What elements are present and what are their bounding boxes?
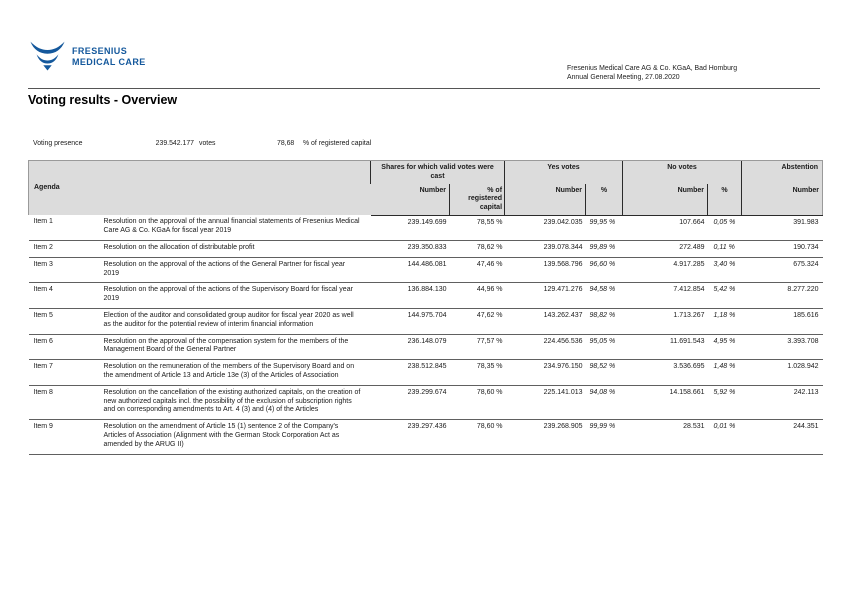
meeting-date: Annual General Meeting, 27.08.2020 — [567, 74, 680, 81]
valid-votes-pct-registered-capital: 78,60 % — [450, 420, 505, 454]
valid-votes-number: 239.299.674 — [371, 385, 450, 419]
valid-votes-number: 136.884.130 — [371, 283, 450, 309]
abstention-number: 244.351 — [742, 420, 823, 454]
column-group-no-votes: No votes — [623, 161, 742, 184]
table-row — [29, 241, 823, 258]
agenda-item-number: Item 3 — [29, 257, 101, 283]
column-header-yes-pct: % — [586, 184, 623, 216]
no-votes-pct: 3,40 % — [708, 257, 742, 283]
company-logo — [30, 40, 146, 73]
no-votes-number: 272.489 — [623, 241, 708, 258]
column-group-abstention: Abstention — [742, 161, 823, 184]
yes-votes-number: 143.262.437 — [505, 309, 586, 335]
fresenius-logo-icon — [30, 40, 65, 73]
no-votes-number: 1.713.267 — [623, 309, 708, 335]
column-group-yes-votes: Yes votes — [505, 161, 623, 184]
no-votes-pct: 0,11 % — [708, 241, 742, 258]
no-votes-pct: 1,48 % — [708, 360, 742, 386]
valid-votes-number: 144.486.081 — [371, 257, 450, 283]
yes-votes-pct: 94,08 % — [586, 385, 623, 419]
yes-votes-pct: 98,52 % — [586, 360, 623, 386]
table-row — [29, 309, 823, 335]
valid-votes-pct-registered-capital: 77,57 % — [450, 334, 505, 360]
voting-presence-label: Voting presence — [33, 140, 83, 147]
abstention-number: 8.277.220 — [742, 283, 823, 309]
yes-votes-number: 239.268.905 — [505, 420, 586, 454]
agenda-item-text: Resolution on the remuneration of the members of the Supervisory Board and on the amendment of Article 13 and Article 13e (3) of the Articles of Association — [101, 360, 371, 386]
no-votes-pct: 5,92 % — [708, 385, 742, 419]
yes-votes-pct: 95,05 % — [586, 334, 623, 360]
yes-votes-pct: 99,95 % — [586, 215, 623, 240]
column-header-pct-registered-capital: % of registered capital — [450, 184, 505, 216]
column-header-agenda: Agenda — [29, 161, 371, 216]
voting-presence-votes-unit: votes — [199, 140, 216, 147]
group-header-row — [29, 161, 823, 184]
table-row — [29, 360, 823, 386]
agenda-item-text: Resolution on the approval of the actions of the General Partner for fiscal year 2019 — [101, 257, 371, 283]
valid-votes-pct-registered-capital: 78,62 % — [450, 241, 505, 258]
no-votes-number: 4.917.285 — [623, 257, 708, 283]
valid-votes-pct-registered-capital: 47,62 % — [450, 309, 505, 335]
table-header — [29, 161, 823, 216]
company-logo-text — [72, 46, 146, 67]
company-name: Fresenius Medical Care AG & Co. KGaA, Bad Homburg — [567, 65, 738, 72]
meeting-info — [567, 64, 737, 82]
abstention-number: 1.028.942 — [742, 360, 823, 386]
yes-votes-number: 224.456.536 — [505, 334, 586, 360]
no-votes-pct: 0,05 % — [708, 215, 742, 240]
table-row — [29, 257, 823, 283]
column-header-no-pct: % — [708, 184, 742, 216]
yes-votes-number: 239.042.035 — [505, 215, 586, 240]
no-votes-number: 107.664 — [623, 215, 708, 240]
yes-votes-pct: 99,99 % — [586, 420, 623, 454]
page-title: Voting results - Overview — [28, 93, 178, 107]
yes-votes-pct: 94,58 % — [586, 283, 623, 309]
no-votes-number: 28.531 — [623, 420, 708, 454]
yes-votes-pct: 96,60 % — [586, 257, 623, 283]
no-votes-pct: 0,01 % — [708, 420, 742, 454]
yes-votes-number: 139.568.796 — [505, 257, 586, 283]
abstention-number: 242.113 — [742, 385, 823, 419]
no-votes-pct: 5,42 % — [708, 283, 742, 309]
table-row — [29, 385, 823, 419]
agenda-item-number: Item 7 — [29, 360, 101, 386]
agenda-item-text: Resolution on the approval of the annual financial statements of Fresenius Medical Care AG & Co. KGaA for fiscal year 2019 — [101, 215, 371, 240]
valid-votes-pct-registered-capital: 78,55 % — [450, 215, 505, 240]
voting-results-table — [28, 160, 823, 455]
abstention-number: 185.616 — [742, 309, 823, 335]
valid-votes-number: 144.975.704 — [371, 309, 450, 335]
column-header-yes-number: Number — [505, 184, 586, 216]
table-row — [29, 283, 823, 309]
table-body — [29, 215, 823, 454]
agenda-item-text: Resolution on the allocation of distributable profit — [101, 241, 371, 258]
yes-votes-pct: 98,82 % — [586, 309, 623, 335]
logo-line-1: FRESENIUS — [72, 46, 128, 56]
voting-presence-votes: 239.542.177 — [155, 140, 194, 147]
table-row — [29, 215, 823, 240]
yes-votes-number: 239.078.344 — [505, 241, 586, 258]
valid-votes-number: 239.297.436 — [371, 420, 450, 454]
no-votes-number: 7.412.854 — [623, 283, 708, 309]
yes-votes-number: 225.141.013 — [505, 385, 586, 419]
abstention-number: 3.393.708 — [742, 334, 823, 360]
column-group-valid-votes: Shares for which valid votes were cast — [371, 161, 505, 184]
column-header-abstention-number: Number — [742, 184, 823, 216]
agenda-item-text: Resolution on the approval of the actions of the Supervisory Board for fiscal year 2019 — [101, 283, 371, 309]
valid-votes-pct-registered-capital: 44,96 % — [450, 283, 505, 309]
valid-votes-number: 239.149.699 — [371, 215, 450, 240]
yes-votes-number: 129.471.276 — [505, 283, 586, 309]
valid-votes-number: 239.350.833 — [371, 241, 450, 258]
valid-votes-pct-registered-capital: 78,60 % — [450, 385, 505, 419]
agenda-item-number: Item 1 — [29, 215, 101, 240]
abstention-number: 190.734 — [742, 241, 823, 258]
logo-line-2: MEDICAL CARE — [72, 56, 146, 67]
valid-votes-number: 238.512.845 — [371, 360, 450, 386]
no-votes-pct: 4,95 % — [708, 334, 742, 360]
agenda-item-number: Item 8 — [29, 385, 101, 419]
yes-votes-pct: 99,89 % — [586, 241, 623, 258]
no-votes-number: 11.691.543 — [623, 334, 708, 360]
table-row — [29, 420, 823, 454]
no-votes-number: 3.536.695 — [623, 360, 708, 386]
agenda-item-number: Item 4 — [29, 283, 101, 309]
agenda-item-number: Item 6 — [29, 334, 101, 360]
valid-votes-pct-registered-capital: 47,46 % — [450, 257, 505, 283]
agenda-item-number: Item 2 — [29, 241, 101, 258]
abstention-number: 675.324 — [742, 257, 823, 283]
no-votes-pct: 1,18 % — [708, 309, 742, 335]
yes-votes-number: 234.976.150 — [505, 360, 586, 386]
agenda-item-text: Election of the auditor and consolidated group auditor for fiscal year 2020 as well as the auditor for the potential review of interim financial information — [101, 309, 371, 335]
abstention-number: 391.983 — [742, 215, 823, 240]
no-votes-number: 14.158.661 — [623, 385, 708, 419]
agenda-item-text: Resolution on the cancellation of the existing authorized capitals, on the creation of new authorized capitals incl. the possibility of the exclusion of subscription rights and on corresponding amendments to Art. 4 (3) and (4) of the Articles — [101, 385, 371, 419]
agenda-item-text: Resolution on the approval of the compensation system for the members of the Management Board of the General Partner — [101, 334, 371, 360]
valid-votes-pct-registered-capital: 78,35 % — [450, 360, 505, 386]
agenda-item-text: Resolution on the amendment of Article 15 (1) sentence 2 of the Company's Articles of Association (Alignment with the German Stock Corporation Act as amended by the ARUG II) — [101, 420, 371, 454]
agenda-item-number: Item 9 — [29, 420, 101, 454]
valid-votes-number: 236.148.079 — [371, 334, 450, 360]
header-divider — [28, 88, 820, 89]
voting-presence-capital-unit: % of registered capital — [303, 140, 372, 147]
voting-presence-capital-pct: 78,68 — [277, 140, 295, 147]
table-row — [29, 334, 823, 360]
column-header-shares-number: Number — [371, 184, 450, 216]
agenda-item-number: Item 5 — [29, 309, 101, 335]
column-header-no-number: Number — [623, 184, 708, 216]
